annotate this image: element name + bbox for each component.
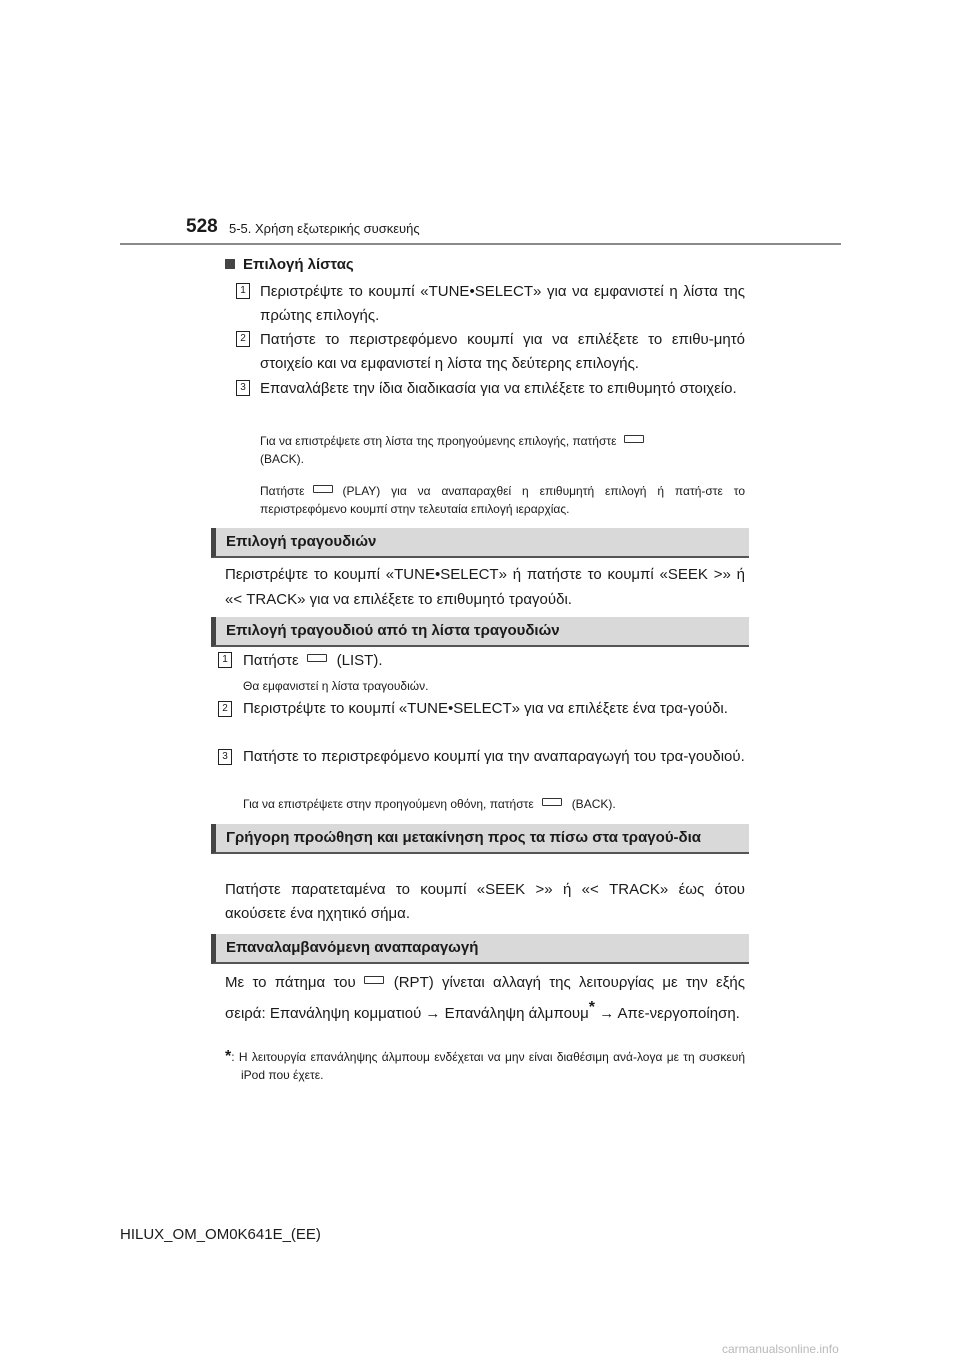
list-button-icon [307, 654, 327, 662]
step-number: 3 [218, 749, 232, 765]
note-back: Για να επιστρέψετε στη λίστα της προηγούμενης επιλογής, πατήστε (BACK). [260, 432, 745, 468]
section-bar-repeat: Επαναλαμβανόμενη αναπαραγωγή [211, 934, 749, 964]
repeat-text: Με το πάτημα του (RPT) γίνεται αλλαγή της λειτουργίας με την εξής σειρά: Επανάληψη κομματιού → Επανάληψη άλμπουμ* → Απε-νεργοποίηση. [225, 974, 745, 1022]
step-text: Πατήστε (LIST). [243, 652, 383, 669]
step-text: Επαναλάβετε την ίδια διαδικασία για να επιλέξετε το επιθυμητό στοιχείο. [260, 380, 737, 397]
section-bar-song-list: Επιλογή τραγουδιού από τη λίστα τραγουδιών [211, 617, 749, 647]
rpt-button-icon [364, 976, 384, 984]
step-text: Περιστρέψτε το κουμπί «TUNE•SELECT» για να εμφανιστεί η λίστα της πρώτης επιλογής. [260, 283, 745, 324]
step-note: Θα εμφανιστεί η λίστα τραγουδιών. [243, 679, 429, 693]
step-text: Πατήστε το περιστρεφόμενο κουμπί για την αναπαραγωγή του τρα-γουδιού. [243, 748, 745, 765]
back-button-icon [624, 435, 644, 443]
footnote: *: Η λειτουργία επανάληψης άλμπουμ ενδέχεται να μην είναι διαθέσιμη ανά-λογα με τη συσκευή iPod που έχετε. [225, 1048, 745, 1082]
ffrew-text: Πατήστε παρατεταμένα το κουμπί «SEEK >» ή «< TRACK» έως ότου ακούσετε ένα ηχητικό σήμα. [225, 881, 745, 922]
section-bar-song-select: Επιλογή τραγουδιών [211, 528, 749, 558]
play-button-icon [313, 485, 333, 493]
step-number: 2 [236, 331, 250, 347]
step-number: 3 [236, 380, 250, 396]
back-button-icon [542, 798, 562, 806]
step-number: 1 [218, 652, 232, 668]
note-play: Πατήστε (PLAY) για να αναπαραχθεί η επιθυμητή επιλογή ή πατή-στε το περιστρεφόμενο κουμπί στην τελευταία επιλογή ιεραρχίας. [260, 484, 745, 516]
square-bullet-icon [225, 259, 235, 269]
step-note: Για να επιστρέψετε στην προηγούμενη οθόνη, πατήστε (BACK). [243, 797, 616, 811]
watermark: carmanualsonline.info [722, 1342, 839, 1356]
footer-code: HILUX_OM_OM0K641E_(EE) [120, 1226, 321, 1243]
section-title-list-select: Επιλογή λίστας [225, 256, 354, 273]
step-text: Πατήστε το περιστρεφόμενο κουμπί για να επιλέξετε το επιθυ-μητό στοιχείο και να εμφανιστεί η λίστα της δεύτερης επιλογής. [260, 331, 745, 372]
header-rule [120, 243, 841, 245]
step-number: 2 [218, 701, 232, 717]
step-number: 1 [236, 283, 250, 299]
page-number: 528 [186, 216, 218, 237]
song-select-text: Περιστρέψτε το κουμπί «TUNE•SELECT» ή πατήστε το κουμπί «SEEK >» ή «< TRACK» για να επιλέξετε το επιθυμητό τραγούδι. [225, 566, 745, 608]
running-header: 5-5. Χρήση εξωτερικής συσκευής [229, 221, 420, 236]
step-text: Περιστρέψτε το κουμπί «TUNE•SELECT» για να επιλέξετε ένα τρα-γούδι. [243, 700, 728, 717]
section-bar-ffrew: Γρήγορη προώθηση και μετακίνηση προς τα πίσω στα τραγού-δια [211, 824, 749, 854]
